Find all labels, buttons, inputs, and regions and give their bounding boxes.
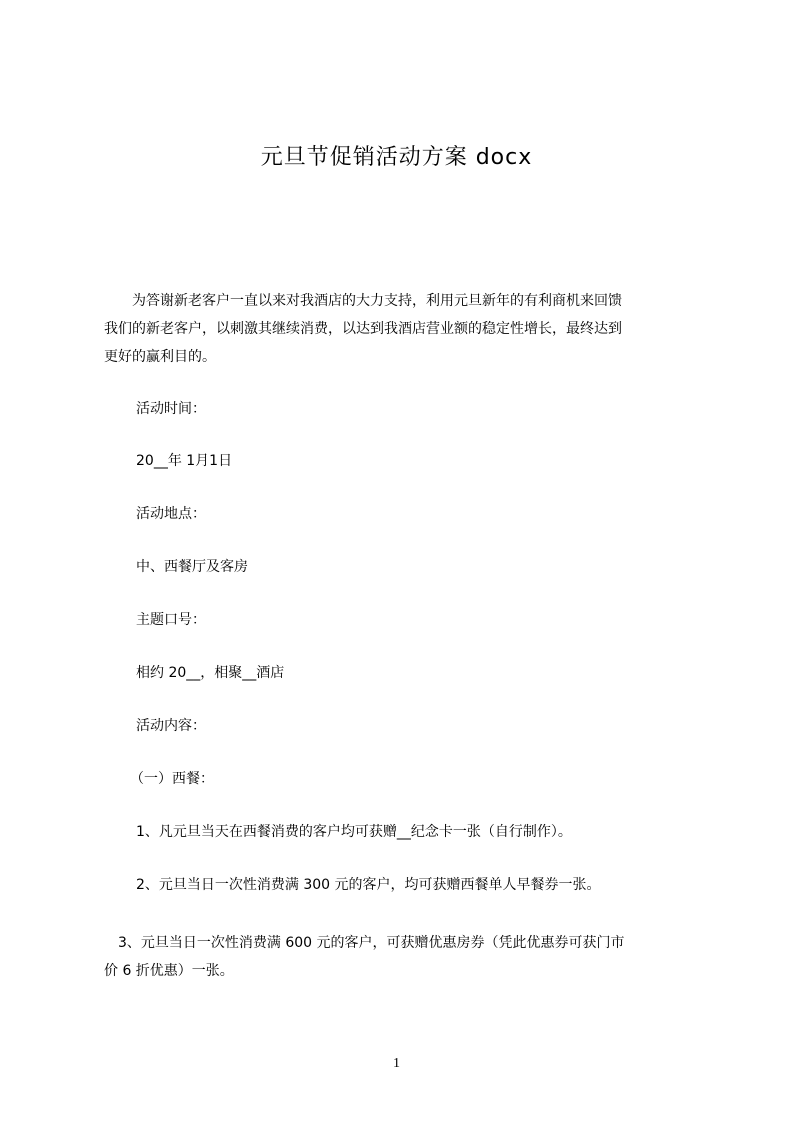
- intro-line: 我们的新老客户，以刺激其继续消费，以达到我酒店营业额的稳定性增长，最终达到: [104, 321, 622, 337]
- activity-place-value: 中、西餐厅及客房: [136, 559, 248, 575]
- content-item-3-line: 3、元旦当日一次性消费满 600 元的客户，可获赠优惠房券（凭此优惠券可获门市: [104, 935, 625, 951]
- page-number: 1: [393, 1056, 400, 1071]
- content-item-3: [104, 929, 724, 985]
- activity-time-label: 活动时间：: [136, 401, 206, 417]
- content-item-2: 2、元旦当日一次性消费满 300 元的客户，均可获赠西餐单人早餐券一张。: [136, 877, 601, 893]
- intro-line: 为答谢新老客户一直以来对我酒店的大力支持，利用元旦新年的有利商机来回馈: [104, 293, 622, 309]
- document-title: 元旦节促销活动方案 docx: [260, 145, 533, 170]
- activity-time-value: 20__年 1月1日: [136, 453, 233, 469]
- activity-place-label: 活动地点：: [136, 506, 206, 522]
- section-western-heading: （一）西餐：: [130, 771, 214, 787]
- content-label: 活动内容：: [136, 718, 206, 734]
- intro-paragraph: [104, 287, 704, 371]
- intro-line: 更好的赢利目的。: [104, 349, 216, 365]
- slogan-label: 主题口号：: [136, 612, 206, 628]
- content-item-1: 1、凡元旦当天在西餐消费的客户均可获赠__纪念卡一张（自行制作）。: [136, 824, 572, 840]
- content-item-3-line: 价 6 折优惠）一张。: [104, 963, 234, 979]
- slogan-value: 相约 20__，相聚__酒店: [136, 665, 285, 681]
